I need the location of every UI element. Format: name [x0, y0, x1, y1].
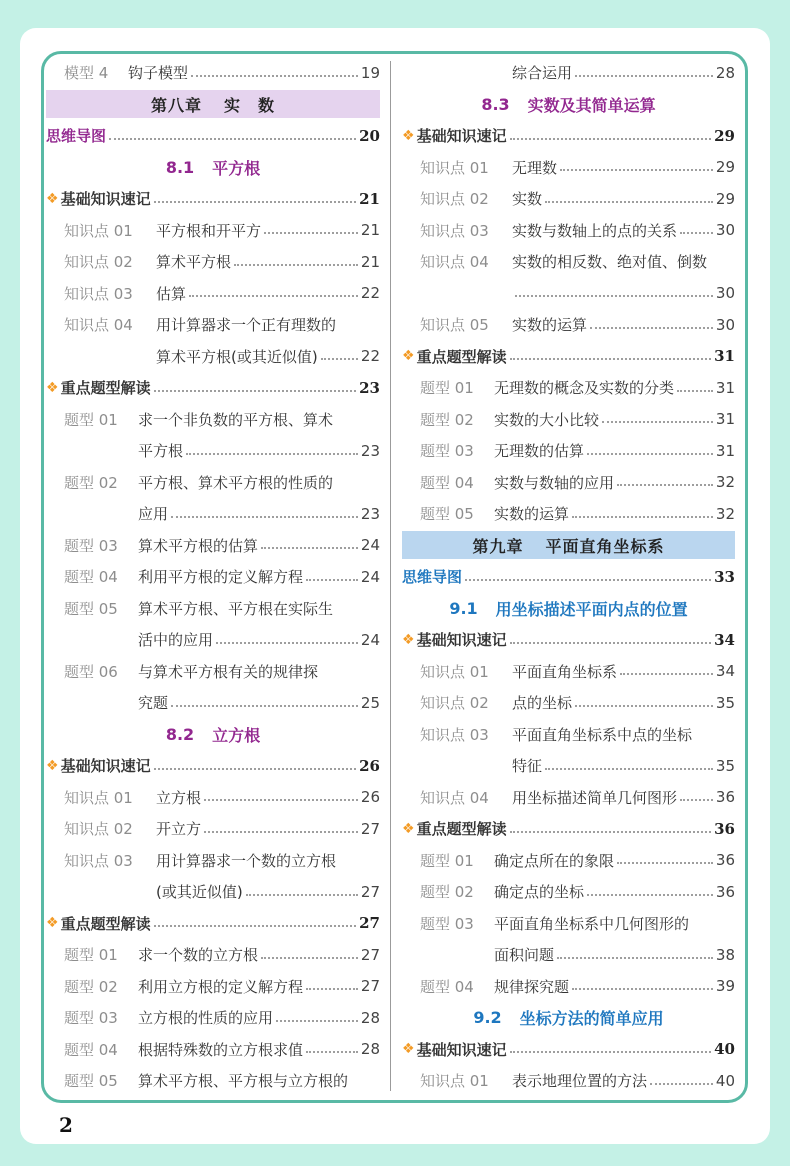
toc-subheading[interactable] [46, 750, 380, 781]
entry-label: 题型 06 [64, 662, 118, 681]
chapter-number: 第八章 [150, 95, 202, 115]
toc-entry[interactable] [46, 215, 380, 246]
toc-subheading[interactable] [46, 183, 380, 214]
page-ref: 33 [714, 567, 735, 586]
entry-title: 用计算器求一个数的立方根 [156, 851, 337, 870]
dot-leader [680, 799, 713, 801]
dot-leader [171, 516, 358, 518]
entry-label: 知识点 02 [64, 253, 133, 271]
entry-title: 无理数 [512, 158, 558, 177]
toc-subheading[interactable] [402, 341, 735, 372]
entry-title: 平方根 [138, 442, 184, 460]
entry-title: 算术平方根的估算 [138, 536, 259, 555]
dot-leader [575, 75, 713, 77]
entry-title: 无理数的概念及实数的分类 [494, 379, 675, 397]
toc-entry[interactable] [46, 876, 380, 907]
page-ref: 27 [360, 882, 380, 901]
toc-entry[interactable] [402, 719, 735, 750]
entry-label: 题型 03 [64, 1009, 118, 1027]
entry-label: 题型 01 [64, 946, 118, 964]
page-ref: 25 [360, 693, 380, 712]
entry-title: 立方根的性质的应用 [138, 1009, 274, 1027]
toc-entry[interactable] [402, 845, 735, 876]
page-ref: 36 [715, 788, 735, 806]
toc-entry[interactable] [402, 750, 735, 781]
dot-leader [510, 642, 712, 644]
toc-entry[interactable] [402, 467, 735, 498]
section-number: 8.2 [165, 724, 195, 744]
section-title: 用坐标描述平面内点的位置 [495, 599, 688, 619]
dot-leader [234, 264, 358, 266]
entry-label: 题型 03 [420, 442, 474, 460]
diamond-icon: ❖ [46, 757, 59, 774]
page-ref: 36 [715, 882, 735, 901]
entry-title: 根据特殊数的立方根求值 [138, 1040, 304, 1059]
entry-title: 开立方 [156, 820, 202, 838]
toc-entry[interactable] [402, 971, 735, 1002]
page-ref: 22 [360, 347, 380, 365]
entry-label: 知识点 02 [420, 190, 489, 208]
dot-leader [191, 75, 358, 77]
toc-entry[interactable] [402, 782, 735, 813]
entry-label: 题型 04 [64, 1040, 118, 1059]
toc-subheading[interactable] [46, 372, 380, 403]
toc-subheading[interactable] [402, 120, 735, 151]
subheading-label: 基础知识速记 [416, 127, 507, 145]
toc-entry[interactable] [46, 845, 380, 876]
page-ref: 31 [714, 347, 735, 365]
dot-leader [154, 768, 357, 770]
dot-leader [677, 390, 713, 392]
page-ref: 34 [714, 630, 735, 649]
entry-title: 特征 [512, 757, 543, 775]
entry-label: 知识点 01 [420, 1072, 489, 1090]
page-ref: 32 [715, 504, 735, 523]
page-ref: 35 [715, 693, 735, 712]
entry-label: 知识点 01 [64, 788, 133, 807]
toc-entry[interactable] [46, 593, 380, 624]
page-ref: 21 [359, 189, 380, 208]
toc-entry[interactable] [46, 498, 380, 529]
page-ref: 30 [715, 284, 735, 302]
page-ref: 29 [715, 158, 735, 176]
toc-entry[interactable] [402, 309, 735, 340]
toc-entry[interactable] [46, 1034, 380, 1065]
toc-entry[interactable] [46, 435, 380, 466]
entry-label: 知识点 02 [64, 820, 133, 838]
toc-entry[interactable] [402, 215, 735, 246]
toc-entry[interactable] [46, 624, 380, 655]
entry-title: 规律探究题 [494, 977, 570, 996]
page-ref: 27 [360, 945, 380, 964]
entry-label: 知识点 05 [420, 316, 489, 334]
page-ref: 28 [360, 1040, 380, 1058]
diamond-icon: ❖ [402, 348, 415, 364]
entry-label: 题型 02 [64, 473, 118, 492]
dot-leader [617, 862, 713, 864]
entry-title: 估算 [156, 284, 187, 303]
section-number: 9.1 [449, 598, 478, 618]
section-title: 平方根 [212, 158, 261, 178]
dot-leader [264, 232, 358, 234]
dot-leader [510, 358, 712, 360]
section-heading[interactable] [402, 1002, 735, 1033]
dot-leader [602, 421, 713, 423]
page-ref: 23 [359, 378, 380, 397]
entry-label: 题型 01 [64, 410, 118, 429]
page-ref: 21 [360, 221, 380, 239]
entry-title: 平方根、算术平方根的性质的 [138, 473, 334, 492]
page-ref: 26 [359, 756, 380, 775]
toc-entry[interactable] [402, 687, 735, 718]
page-ref: 29 [715, 189, 735, 208]
page-ref: 28 [715, 63, 735, 82]
toc-entry[interactable] [402, 278, 735, 309]
dot-leader [587, 453, 713, 455]
entry-title: 算术平方根、平方根在实际生 [138, 599, 334, 618]
entry-label: 题型 01 [420, 851, 474, 870]
entry-title: (或其近似值) [156, 883, 243, 901]
entry-title: 平面直角坐标系中点的坐标 [512, 725, 693, 744]
toc-mindmap[interactable] [46, 120, 380, 151]
diamond-icon: ❖ [46, 915, 59, 931]
page-ref: 35 [715, 756, 735, 775]
page-ref: 23 [360, 504, 380, 523]
page-ref: 24 [360, 567, 380, 586]
entry-title: 应用 [138, 505, 169, 523]
dot-leader [575, 705, 713, 707]
column-divider [390, 61, 391, 1091]
dot-leader [572, 988, 713, 990]
entry-title: 点的坐标 [512, 694, 573, 712]
toc-entry[interactable] [402, 435, 735, 466]
entry-title: 确定点所在的象限 [494, 851, 615, 870]
toc-entry[interactable] [46, 656, 380, 687]
dot-leader [154, 390, 357, 392]
entry-label: 知识点 01 [420, 662, 489, 681]
dot-leader [465, 579, 711, 581]
dot-leader [154, 201, 357, 203]
toc-entry[interactable] [46, 467, 380, 498]
toc-entry[interactable] [402, 656, 735, 687]
dot-leader [590, 327, 713, 329]
page-number: 2 [59, 1113, 73, 1137]
toc-entry[interactable] [46, 1065, 380, 1096]
page-ref: 24 [360, 536, 380, 554]
toc-entry[interactable] [402, 183, 735, 214]
diamond-icon: ❖ [46, 190, 59, 207]
toc-entry[interactable] [46, 1002, 380, 1033]
entry-title: 平面直角坐标系中几何图形的 [494, 914, 690, 933]
dot-leader [261, 547, 358, 549]
toc-entry[interactable] [46, 561, 380, 592]
dot-leader [510, 138, 712, 140]
toc-entry[interactable] [46, 278, 380, 309]
toc-entry[interactable] [402, 372, 735, 403]
mindmap-label: 思维导图 [46, 127, 107, 145]
entry-title: 无理数的估算 [494, 442, 585, 460]
chapter-title: 平面直角坐标系 [545, 536, 665, 556]
subheading-label: 重点题型解读 [416, 820, 507, 838]
toc-entry[interactable] [402, 57, 735, 88]
toc-entry[interactable] [402, 404, 735, 435]
toc-entry[interactable] [46, 341, 380, 372]
entry-title: 立方根 [156, 788, 202, 807]
chapter-heading [46, 90, 380, 118]
entry-title: 综合运用 [512, 64, 573, 82]
toc-entry[interactable] [46, 57, 380, 88]
page-ref: 29 [714, 126, 735, 145]
entry-title: 实数的运算 [494, 505, 570, 523]
toc-entry[interactable] [46, 687, 380, 718]
page-ref: 21 [360, 252, 380, 271]
entry-title: 算术平方根(或其近似值) [156, 347, 318, 366]
entry-label: 题型 02 [420, 883, 474, 901]
section-number: 8.1 [165, 157, 195, 177]
entry-label: 知识点 01 [64, 221, 133, 240]
entry-label: 题型 03 [420, 914, 474, 933]
entry-title: 实数的大小比较 [494, 410, 600, 429]
subheading-label: 重点题型解读 [60, 914, 151, 933]
entry-label: 题型 02 [64, 977, 118, 996]
dot-leader [261, 957, 358, 959]
entry-label: 题型 03 [64, 536, 118, 555]
page-ref: 36 [715, 851, 735, 869]
entry-title: 求一个非负数的平方根、算术 [138, 410, 334, 429]
toc-entry[interactable] [402, 246, 735, 277]
entry-title: 实数 [512, 190, 543, 208]
entry-label: 知识点 04 [420, 788, 489, 807]
chapter-number: 第九章 [472, 536, 524, 556]
toc-entry[interactable] [46, 404, 380, 435]
page-ref: 36 [714, 819, 735, 838]
dot-leader [560, 169, 713, 171]
toc-subheading[interactable] [402, 624, 735, 655]
dot-leader [109, 138, 356, 140]
page-ref: 40 [714, 1040, 735, 1058]
entry-title: 活中的应用 [138, 631, 214, 649]
chapter-title: 实 数 [224, 95, 276, 115]
entry-title: 平面直角坐标系 [512, 662, 618, 681]
toc-entry[interactable] [46, 813, 380, 844]
dot-leader [154, 925, 357, 927]
entry-title: 表示地理位置的方法 [512, 1072, 648, 1090]
page-ref: 30 [715, 221, 735, 239]
page-ref: 30 [715, 315, 735, 334]
toc-entry[interactable] [46, 939, 380, 970]
toc-subheading[interactable] [46, 908, 380, 939]
page-ref: 23 [360, 441, 380, 460]
entry-title: 确定点的坐标 [494, 883, 585, 901]
page-ref: 31 [715, 378, 735, 397]
page-ref: 28 [360, 1008, 380, 1027]
entry-title: 实数与数轴的应用 [494, 473, 615, 492]
toc-entry[interactable] [402, 152, 735, 183]
page-ref: 24 [360, 630, 380, 649]
diamond-icon: ❖ [402, 127, 415, 144]
toc-entry[interactable] [402, 939, 735, 970]
page-ref: 38 [715, 945, 735, 964]
page-ref: 20 [359, 126, 380, 145]
entry-label: 题型 01 [420, 379, 474, 397]
section-title: 坐标方法的简单应用 [519, 1009, 664, 1028]
entry-label: 题型 04 [420, 977, 474, 996]
dot-leader [617, 484, 713, 486]
entry-title: 实数与数轴上的点的关系 [512, 221, 678, 240]
entry-title: 算术平方根 [156, 253, 232, 271]
dot-leader [557, 957, 713, 959]
diamond-icon: ❖ [402, 820, 415, 837]
page-ref: 39 [715, 977, 735, 995]
subheading-label: 基础知识速记 [416, 1040, 507, 1059]
page-ref: 27 [359, 914, 380, 932]
entry-label: 题型 05 [420, 505, 474, 523]
entry-title: 实数的相反数、绝对值、倒数 [512, 253, 708, 271]
entry-title: 究题 [138, 694, 169, 712]
dot-leader [306, 1051, 358, 1053]
page-ref: 22 [360, 284, 380, 302]
toc-entry[interactable] [46, 309, 380, 340]
entry-title: 利用平方根的定义解方程 [138, 568, 304, 586]
section-heading[interactable] [402, 89, 735, 120]
mindmap-label: 思维导图 [402, 568, 463, 586]
dot-leader [306, 579, 358, 581]
entry-label: 知识点 04 [420, 253, 489, 271]
entry-title: 用坐标描述简单几何图形 [512, 788, 678, 807]
entry-label: 题型 05 [64, 599, 118, 618]
diamond-icon: ❖ [402, 1041, 415, 1057]
page-ref: 27 [360, 977, 380, 995]
dot-leader [189, 295, 358, 297]
dot-leader [171, 705, 358, 707]
dot-leader [216, 642, 358, 644]
subheading-label: 基础知识速记 [416, 631, 507, 649]
chapter-heading [402, 531, 735, 559]
toc-subheading[interactable] [402, 813, 735, 844]
entry-label: 知识点 03 [64, 851, 133, 870]
page-ref: 34 [715, 662, 735, 680]
entry-title: 用计算器求一个正有理数的 [156, 316, 337, 334]
entry-label: 题型 04 [64, 568, 118, 586]
dot-leader [186, 453, 358, 455]
dot-leader [321, 358, 358, 360]
dot-leader [306, 988, 358, 990]
page-ref: 31 [715, 410, 735, 428]
entry-title: 面积问题 [494, 946, 555, 964]
section-number: 9.2 [473, 1008, 502, 1027]
entry-title: 求一个数的立方根 [138, 946, 259, 964]
subheading-label: 基础知识速记 [60, 757, 151, 775]
diamond-icon: ❖ [402, 631, 415, 648]
section-heading[interactable] [402, 593, 735, 624]
page-ref: 40 [715, 1071, 735, 1090]
subheading-label: 基础知识速记 [60, 190, 151, 208]
entry-title: 平方根和开平方 [156, 221, 262, 240]
subheading-label: 重点题型解读 [416, 347, 507, 366]
entry-label: 知识点 03 [420, 725, 489, 744]
entry-title: 算术平方根、平方根与立方根的 [138, 1072, 349, 1090]
page-ref: 19 [360, 63, 380, 82]
dot-leader [246, 894, 358, 896]
dot-leader [680, 232, 713, 234]
page-ref: 26 [360, 788, 380, 806]
toc-entry[interactable] [402, 1065, 735, 1096]
dot-leader [515, 295, 713, 297]
section-heading[interactable] [46, 719, 380, 750]
entry-label: 知识点 02 [420, 694, 489, 712]
diamond-icon: ❖ [46, 379, 59, 396]
dot-leader [510, 1051, 712, 1053]
dot-leader [510, 831, 712, 833]
toc-entry[interactable] [46, 530, 380, 561]
page-ref: 31 [715, 441, 735, 460]
toc-entry[interactable] [402, 498, 735, 529]
section-number: 8.3 [481, 94, 510, 114]
dot-leader [620, 673, 713, 675]
subheading-label: 重点题型解读 [60, 379, 151, 397]
page-ref: 32 [715, 473, 735, 491]
entry-title: 与算术平方根有关的规律探 [138, 662, 319, 681]
toc-entry[interactable] [46, 782, 380, 813]
dot-leader [587, 894, 713, 896]
entry-label: 知识点 03 [64, 284, 133, 303]
entry-title: 利用立方根的定义解方程 [138, 977, 304, 996]
dot-leader [204, 831, 358, 833]
toc-entry[interactable] [46, 246, 380, 277]
toc-mindmap[interactable] [402, 561, 735, 592]
toc-entry[interactable] [46, 971, 380, 1002]
dot-leader [545, 768, 713, 770]
entry-label: 知识点 03 [420, 221, 489, 240]
section-heading[interactable] [46, 152, 380, 183]
section-title: 立方根 [212, 725, 261, 745]
dot-leader [276, 1020, 358, 1022]
section-title: 实数及其简单运算 [527, 95, 656, 115]
toc-entry[interactable] [402, 876, 735, 907]
entry-label: 题型 05 [64, 1072, 118, 1090]
dot-leader [545, 201, 713, 203]
dot-leader [650, 1083, 713, 1085]
entry-label: 模型 4 [64, 64, 109, 82]
page-ref: 27 [360, 819, 380, 838]
entry-label: 知识点 04 [64, 316, 133, 334]
entry-label: 知识点 01 [420, 158, 489, 177]
entry-label: 题型 02 [420, 410, 474, 429]
dot-leader [204, 799, 358, 801]
toc-entry[interactable] [402, 908, 735, 939]
dot-leader [572, 516, 713, 518]
entry-title: 钩子模型 [128, 64, 189, 82]
toc-subheading[interactable] [402, 1034, 735, 1065]
entry-title: 实数的运算 [512, 316, 588, 334]
entry-label: 题型 04 [420, 473, 474, 492]
